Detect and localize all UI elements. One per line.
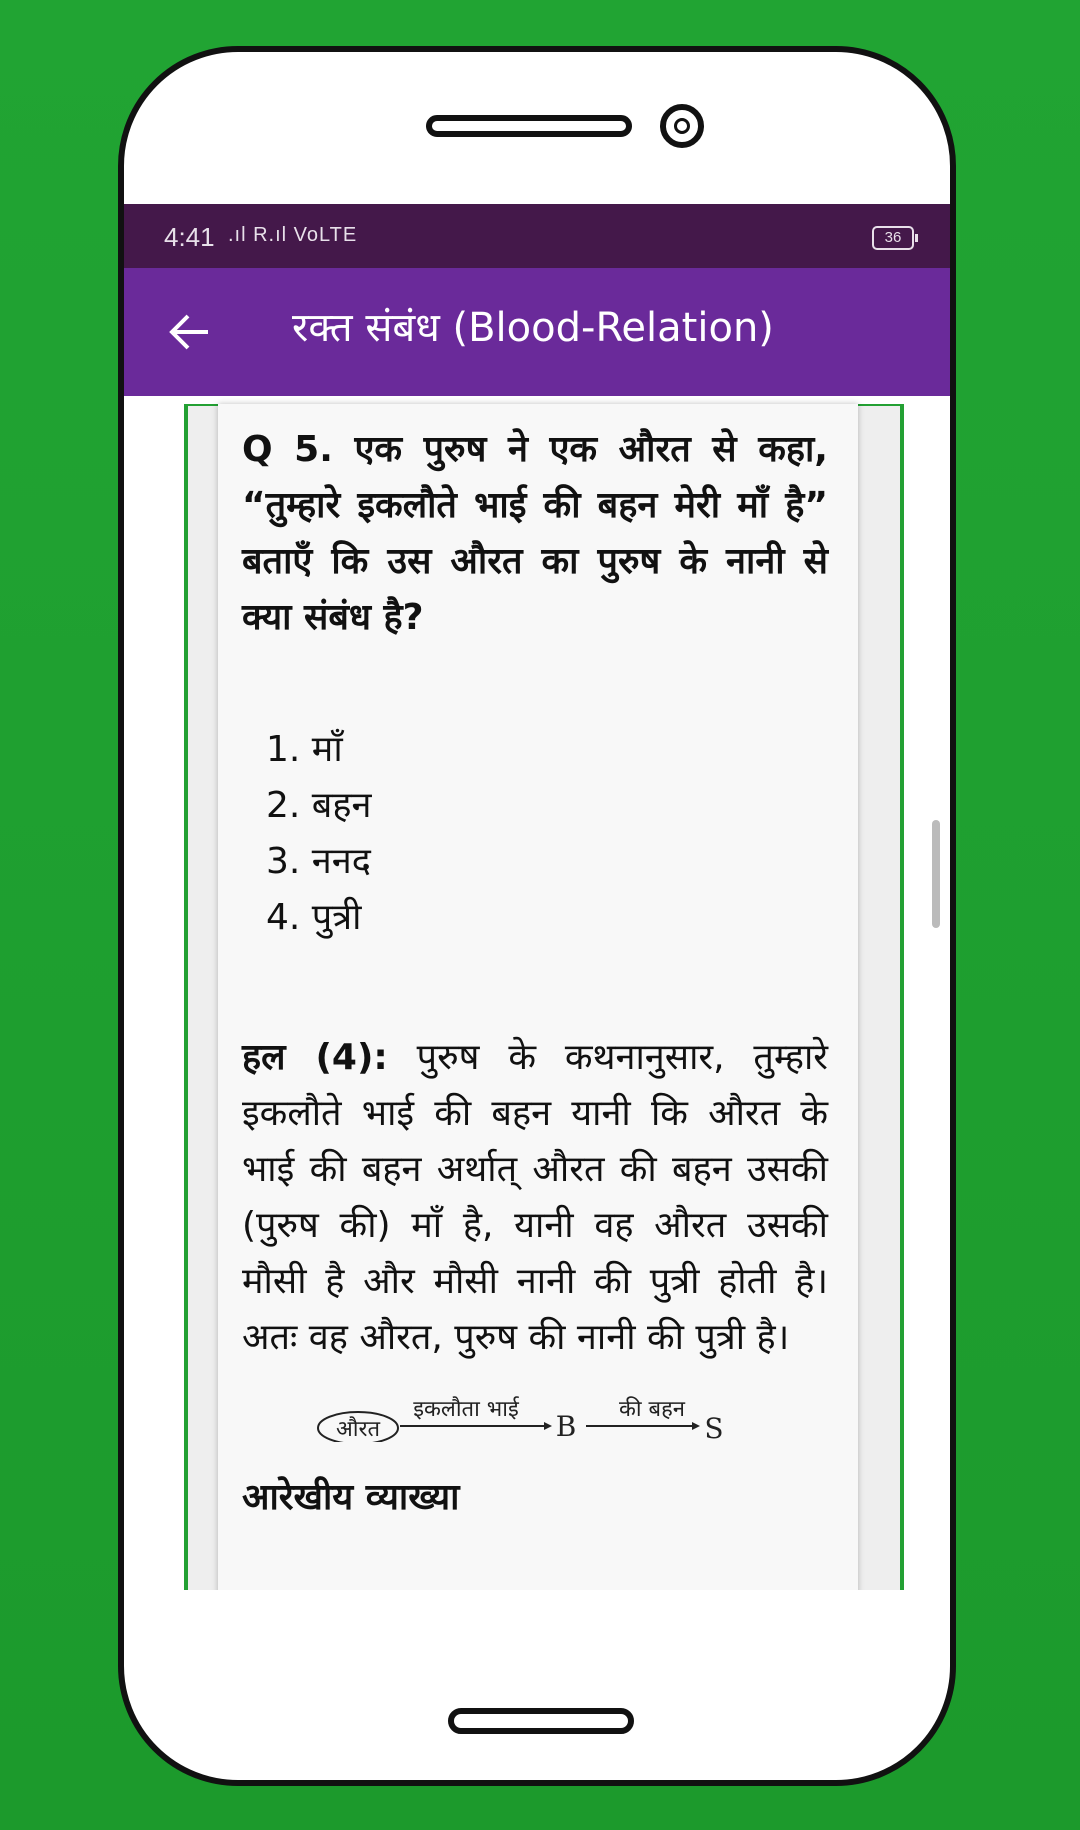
- options-list: [266, 722, 828, 946]
- diagram-edge-2: की बहन: [618, 1397, 686, 1422]
- phone-camera-icon: [660, 104, 704, 148]
- arrow-left-icon[interactable]: [162, 304, 218, 360]
- scrollbar[interactable]: [932, 820, 940, 928]
- diagram-node-b: B: [555, 1410, 577, 1442]
- solution-body: पुरुष के कथनानुसार, तुम्हारे इकलौते भाई की बहन यानी कि औरत के भाई की बहन अर्थात् औरत की बहन उसकी (पुरुष की) माँ है, यानी वह औरत उसकी मौसी है और मौसी नानी की पुत्री होती है। अतः वह औरत, पुरुष की नानी की पुत्री है।: [242, 1037, 828, 1358]
- diagram-heading: आरेखीय व्याख्या: [242, 1477, 460, 1518]
- option-item: 1. माँ: [266, 729, 343, 770]
- solution-text: [242, 1030, 828, 1366]
- diagram-node-s: S: [704, 1412, 724, 1442]
- phone-speaker: [426, 115, 632, 137]
- app-bar: [124, 268, 950, 396]
- battery-icon: 36: [872, 226, 914, 250]
- solution-label: हल (4):: [242, 1037, 388, 1078]
- option-item: 4. पुत्री: [266, 897, 362, 938]
- phone-frame: [118, 46, 956, 1786]
- option-item: 3. ननद: [266, 841, 371, 882]
- diagram-edge-1: इकलौता भाई: [413, 1397, 519, 1422]
- signal-icon: .ıl R.ıl VoLTE: [228, 224, 358, 246]
- page-title: रक्त संबंध (Blood-Relation): [292, 305, 774, 351]
- status-bar: [124, 204, 950, 268]
- diagram-arrowhead-1: [544, 1422, 552, 1430]
- diagram-node-start: औरत: [335, 1417, 381, 1442]
- question-text: Q 5. एक पुरुष ने एक औरत से कहा, “तुम्हारे इकलौते भाई की बहन मेरी माँ है” बताएँ कि उस औरत का पुरुष के नानी से क्या संबंध है?: [242, 429, 828, 638]
- diagram-arrowhead-2: [692, 1422, 700, 1430]
- status-time: 4:41: [164, 222, 215, 252]
- app-screen: [124, 204, 950, 1590]
- home-button[interactable]: [448, 1708, 634, 1734]
- question-content: [242, 422, 828, 1526]
- option-item: 2. बहन: [266, 785, 372, 826]
- relation-diagram: [314, 1392, 874, 1442]
